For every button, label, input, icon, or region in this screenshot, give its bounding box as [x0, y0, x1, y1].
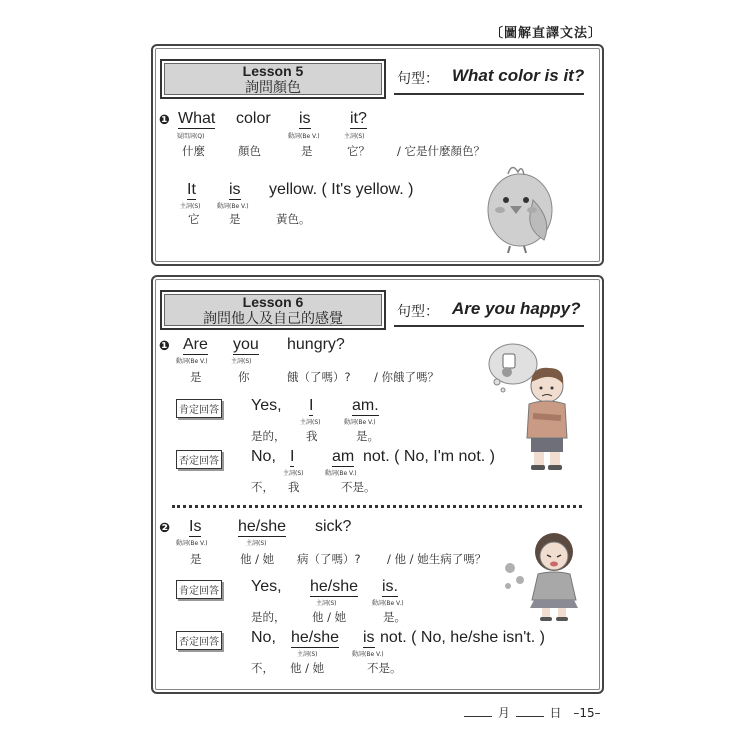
dotted-divider [172, 505, 582, 508]
l6-n2-word-4: not. ( No, he/she isn't. ) [380, 629, 545, 646]
l6-a2-word-2: he/she [310, 578, 359, 595]
l6-n2-tag-1: 主詞(S) [297, 651, 318, 658]
lesson6-number-1: ❶ [159, 339, 171, 354]
l6-q2-word-2: he/she [238, 518, 287, 535]
l6-a1-zh-1: 是的， [251, 429, 286, 443]
l6-q1-word-3: hungry? [287, 336, 345, 353]
l5-a-zh-2: 是 [229, 212, 241, 226]
l6-q1-word-1: Are [183, 336, 208, 353]
l6-q1-zh-3: 餓（了嗎）? [287, 370, 351, 384]
l6-n2-zh-1: 不， [251, 661, 274, 675]
l6-a1-tag-1: 主詞(S) [300, 419, 321, 426]
lesson5-pattern-rule [394, 93, 584, 95]
girl-illustration [498, 528, 588, 623]
l6-n1-tag-2: 動詞(Be V.) [325, 470, 357, 477]
lesson6-subtitle: 詢問他人及自己的感覺 [203, 311, 343, 327]
lesson6-header [160, 290, 386, 330]
l6-a2-word-1: Yes, [251, 578, 282, 595]
lesson6-number-2: ❷ [159, 521, 171, 536]
l5-q-translation: / 它是什麼顏色？ [397, 144, 486, 158]
l6-q1-word-2: you [233, 336, 259, 353]
l5-a-word-2: is [229, 181, 241, 198]
lesson5-number: ❶ [159, 113, 171, 128]
l5-a-word-3: yellow. ( It's yellow. ) [269, 181, 414, 198]
l5-a-zh-3: 黃色。 [276, 212, 311, 226]
l6-a1-zh-3: 是。 [356, 429, 379, 443]
l5-a-word-1: It [187, 181, 196, 198]
negative-answer-label-2: 否定回答 [176, 631, 222, 650]
lesson5-header [160, 59, 386, 99]
l6-q2-word-1: Is [189, 518, 202, 535]
l6-q1-tag-1: 動詞(Be V.) [176, 358, 208, 365]
l6-a1-word-3: am. [352, 397, 379, 414]
l6-a2-tag-2: 動詞(Be V.) [372, 600, 404, 607]
affirmative-answer-label-1: 肯定回答 [176, 399, 222, 418]
l6-n1-word-4: not. ( No, I'm not. ) [363, 448, 495, 465]
l5-q-word-1: What [178, 110, 216, 127]
l6-q2-translation: / 他 / 她生病了嗎？ [387, 552, 487, 566]
l6-a2-zh-2: 他 / 她 [312, 610, 347, 624]
l6-n1-zh-2: 我 [288, 480, 300, 494]
l6-a2-zh-1: 是的， [251, 610, 286, 624]
l6-q1-translation: / 你餓了嗎？ [374, 370, 440, 384]
lesson6-pattern-rule [394, 325, 584, 327]
l6-a1-zh-2: 我 [306, 429, 318, 443]
month-blank[interactable] [464, 706, 492, 717]
l5-a-tag-1: 主詞(S) [180, 203, 201, 210]
l6-q1-zh-1: 是 [190, 370, 202, 384]
chapter-title: 〔圖解直譯文法〕 [489, 26, 602, 41]
l6-n1-zh-3: 不是。 [341, 480, 376, 494]
month-label: 月 [497, 706, 510, 720]
l5-a-tag-2: 動詞(Be V.) [217, 203, 249, 210]
l6-q2-zh-2: 他 / 她 [240, 552, 275, 566]
date-footer [462, 704, 601, 721]
l6-q2-zh-3: 病（了嗎）? [297, 552, 361, 566]
l5-q-zh-4: 它？ [347, 144, 370, 158]
chick-illustration [478, 160, 558, 255]
lesson5-pattern-label: 句型： [397, 71, 439, 87]
lesson5-title: Lesson 5 [242, 63, 304, 79]
l6-q2-tag-1: 動詞(Be V.) [176, 540, 208, 547]
l6-q1-tag-2: 主詞(S) [231, 358, 252, 365]
l6-n2-tag-2: 動詞(Be V.) [352, 651, 384, 658]
l6-n2-zh-3: 不是。 [367, 661, 402, 675]
l6-n1-zh-1: 不， [251, 480, 274, 494]
l6-n1-tag-1: 主詞(S) [283, 470, 304, 477]
lesson6-pattern-label: 句型： [397, 304, 439, 320]
l6-q1-zh-2: 你 [238, 370, 250, 384]
l5-q-zh-3: 是 [301, 144, 313, 158]
lesson5-pattern: What color is it? [452, 66, 585, 85]
l6-q2-zh-1: 是 [190, 552, 202, 566]
l6-n1-word-2: I [290, 448, 295, 465]
l5-q-zh-2: 顏色 [238, 144, 261, 158]
l6-q2-tag-2: 主詞(S) [246, 540, 267, 547]
l6-n1-word-1: No, [251, 448, 276, 465]
l5-q-tag-3: 主詞(S) [344, 133, 365, 140]
day-label: 日 [549, 706, 562, 720]
l6-n2-word-1: No, [251, 629, 276, 646]
l5-q-word-4: it? [350, 110, 367, 127]
l6-a2-word-3: is. [382, 578, 398, 595]
l6-n2-zh-2: 他 / 她 [290, 661, 325, 675]
lesson6-title: Lesson 6 [242, 294, 304, 310]
l6-n2-word-2: he/she [291, 629, 340, 646]
l6-q2-word-3: sick? [315, 518, 352, 535]
l6-a1-word-1: Yes, [251, 397, 282, 414]
l6-a2-zh-3: 是。 [383, 610, 406, 624]
boy-illustration [485, 338, 585, 473]
lesson6-pattern: Are you happy? [452, 299, 581, 318]
day-blank[interactable] [516, 706, 544, 717]
l6-a1-tag-2: 動詞(Be V.) [344, 419, 376, 426]
lesson5-subtitle: 詢問顏色 [245, 80, 301, 96]
negative-answer-label-1: 否定回答 [176, 450, 222, 469]
l6-n1-word-3: am [332, 448, 355, 465]
affirmative-answer-label-2: 肯定回答 [176, 580, 222, 599]
l5-q-tag-2: 動詞(Be V.) [288, 133, 320, 140]
l5-q-zh-1: 什麼 [182, 144, 205, 158]
l5-q-word-2: color [236, 110, 271, 127]
page-number: –15– [573, 706, 601, 720]
l6-n2-word-3: is [363, 629, 375, 646]
l5-a-zh-1: 它 [188, 212, 200, 226]
l6-a1-word-2: I [309, 397, 314, 414]
l5-q-word-3: is [299, 110, 311, 127]
l6-a2-tag-1: 主詞(S) [316, 600, 337, 607]
l5-q-tag-1: 疑問詞(Q) [177, 133, 205, 140]
